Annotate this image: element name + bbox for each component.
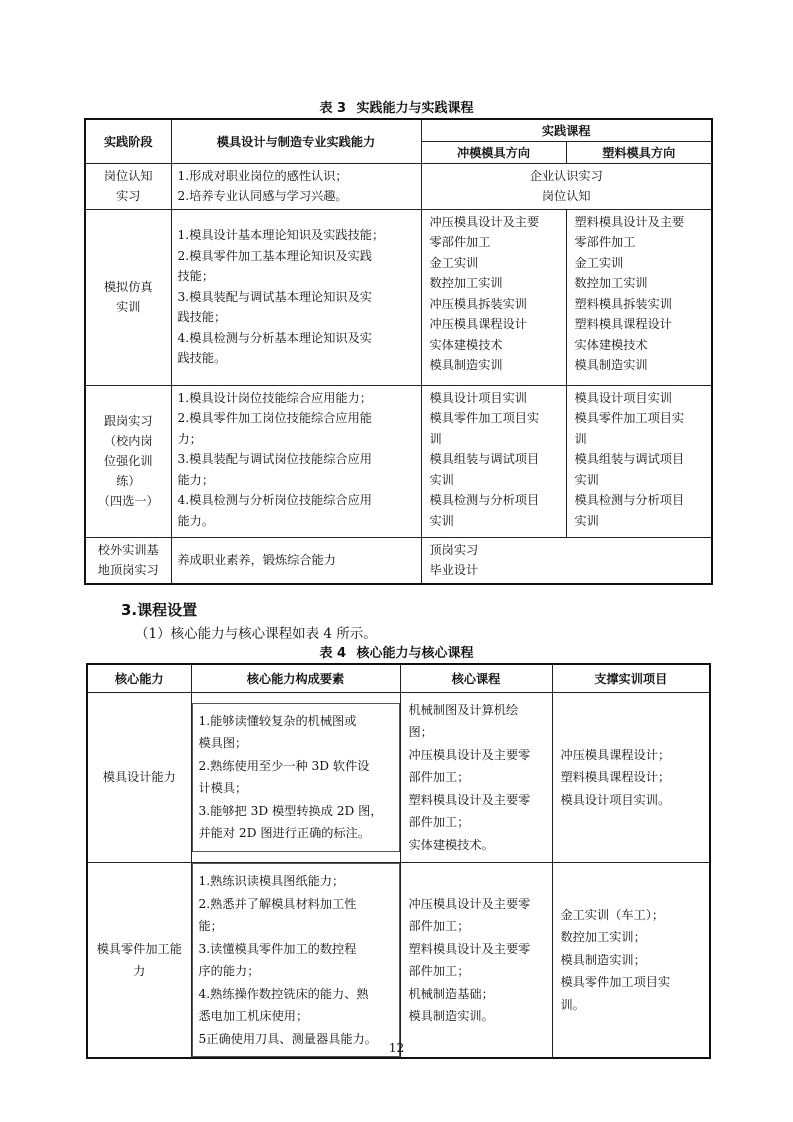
t3-text: 模具零件加工项目实 <box>574 411 685 425</box>
t4-text: 冲压模具课程设计； <box>560 747 671 762</box>
table-row <box>85 537 712 584</box>
t4-text: 模具图； <box>198 736 248 751</box>
t3-text: 3.模具装配与调试基本理论知识及实 <box>177 289 372 304</box>
table3-caption <box>0 97 793 116</box>
t4-text: 2.熟悉并了解模具材料加工性 <box>198 896 357 911</box>
t4-projects-cell <box>552 863 710 1059</box>
t3-text: 养成职业素养，锻炼综合能力 <box>177 552 336 567</box>
t4-text: 机械制图及计算机绘 <box>408 702 519 717</box>
t4-text: 3.读懂模具零件加工的数控程 <box>198 941 357 956</box>
t4-courses-cell <box>400 863 552 1059</box>
t4-elements-cell <box>191 692 400 863</box>
t3-stamping-cell <box>421 209 566 385</box>
t4-text: 模具制造实训。 <box>408 1009 494 1023</box>
t4-text: 悉电加工机床使用； <box>198 1009 309 1023</box>
t3-text: 校外实训基 <box>97 543 159 557</box>
t3-text: 模具零件加工项目实 <box>429 411 540 425</box>
t3-text: 模拟仿真 <box>103 280 153 294</box>
t3-text: 塑料模具设计及主要 <box>574 214 685 229</box>
t3-text: 模具检测与分析项目 <box>574 493 685 507</box>
t3-text: 4.模具检测与分析岗位技能综合应用 <box>177 493 372 507</box>
t3-text: 2.培养专业认同感与学习兴趣。 <box>177 189 348 203</box>
t3-text: 4.模具检测与分析基本理论知识及实 <box>177 330 372 345</box>
table4-caption-title: 核心能力与核心课程 <box>356 646 474 661</box>
t4-text: 1.熟练识读模具图纸能力； <box>198 874 345 888</box>
t3-text: 冲压模具课程设计 <box>429 317 527 331</box>
t3-text: 2.模具零件加工岗位技能综合应用能 <box>177 411 372 425</box>
t3-text: 力； <box>177 431 202 446</box>
t4-header-core-courses: 核心课程 <box>400 664 552 692</box>
t3-stage-cell <box>85 163 171 209</box>
t3-text: （四选一） <box>97 494 159 508</box>
t3-text: 技能； <box>177 269 215 284</box>
t3-text: 数控加工实训 <box>429 276 503 290</box>
t3-text: 位强化训 <box>103 454 153 468</box>
t3-merged-course-cell <box>421 163 712 209</box>
t4-text: 4.熟练操作数控铣床的能力、熟 <box>198 986 369 1001</box>
t3-text: 训 <box>429 431 442 446</box>
t3-text: 零部件加工 <box>429 235 491 249</box>
t3-header-ability: 模具设计与制造专业实践能力 <box>171 119 421 163</box>
t3-text: 实训 <box>574 472 599 487</box>
t4-text: 冲压模具设计及主要零 <box>408 896 531 911</box>
t4-text: 图； <box>408 725 433 739</box>
t3-text: 模具检测与分析项目 <box>429 493 540 507</box>
t4-text: 计模具； <box>198 781 248 796</box>
t3-text: 顶岗实习 <box>429 542 479 557</box>
t4-header-elements: 核心能力构成要素 <box>191 664 400 692</box>
table-row <box>85 209 712 385</box>
t3-text: 数控加工实训 <box>574 276 648 290</box>
t3-text: 跟岗实习 <box>103 414 153 428</box>
t3-merged-course-cell <box>421 537 712 584</box>
t4-text: 部件加工； <box>408 815 470 829</box>
t3-text: 地顶岗实习 <box>97 563 159 577</box>
t3-text: 练） <box>116 474 141 488</box>
t3-ability-cell <box>171 537 421 584</box>
table-row <box>87 692 710 863</box>
t3-text: 1.模具设计岗位技能综合应用能力； <box>177 390 372 405</box>
t3-stage-cell <box>85 537 171 584</box>
t3-text: 模具制造实训 <box>429 358 503 372</box>
t4-text: 实体建模技术。 <box>408 837 494 852</box>
t3-text: 岗位认知 <box>103 169 153 183</box>
t3-text: 实训 <box>574 513 599 528</box>
table-row <box>85 385 712 537</box>
t3-text: 1.形成对职业岗位的感性认识； <box>177 168 348 183</box>
t4-text: 机械制造基础； <box>408 986 494 1001</box>
t3-text: （校内岗 <box>103 434 153 448</box>
table-row <box>87 863 710 1059</box>
t4-text: 数控加工实训； <box>560 930 646 945</box>
t4-header-projects: 支撑实训项目 <box>552 664 710 692</box>
t4-text: 1.能够读懂较复杂的机械图或 <box>198 713 357 728</box>
t3-header-plastic: 塑料模具方向 <box>566 141 712 163</box>
t3-text: 3.模具装配与调试岗位技能综合应用 <box>177 452 372 466</box>
table-row <box>85 163 712 209</box>
t4-elements-cell <box>191 863 400 1059</box>
table3-caption-title: 实践能力与实践课程 <box>356 101 474 116</box>
table4-caption-label: 表 4 <box>319 646 347 661</box>
table3 <box>84 118 713 585</box>
t4-header-core-ability: 核心能力 <box>87 664 191 692</box>
t3-text: 能力。 <box>177 513 215 528</box>
t4-text: 塑料模具课程设计； <box>560 770 671 784</box>
t3-plastic-cell <box>566 385 712 537</box>
t4-text: 模具零件加工项目实 <box>560 975 671 990</box>
t3-header-courses: 实践课程 <box>421 119 712 141</box>
t3-text: 模具制造实训 <box>574 358 648 372</box>
t3-text: 岗位认知 <box>541 189 591 203</box>
t4-text: 3.能够把 3D 模型转换成 2D 图， <box>198 803 383 818</box>
t4-ability-cell: 模具零件加工能力 <box>87 863 191 1059</box>
t4-text: 塑料模具设计及主要零 <box>408 941 531 956</box>
t3-ability-cell <box>171 209 421 385</box>
t4-text: 能； <box>198 919 223 933</box>
t3-ability-cell <box>171 385 421 537</box>
t4-text: 并能对 2D 图进行正确的标注。 <box>198 826 371 841</box>
t3-text: 企业认识实习 <box>529 168 603 183</box>
t3-text: 模具设计项目实训 <box>574 390 672 405</box>
t4-elements-box <box>192 703 400 852</box>
t4-text: 塑料模具设计及主要零 <box>408 792 531 807</box>
t4-text: 2.熟练使用至少一种 3D 软件设 <box>198 758 370 773</box>
t3-text: 零部件加工 <box>574 235 636 249</box>
t3-text: 冲压模具拆装实训 <box>429 296 527 311</box>
t4-ability-cell: 模具设计能力 <box>87 692 191 863</box>
table4 <box>86 663 711 1059</box>
t3-text: 塑料模具课程设计 <box>574 317 672 331</box>
t3-stage-cell <box>85 209 171 385</box>
t3-stamping-cell <box>421 385 566 537</box>
t3-text: 金工实训 <box>574 255 624 270</box>
t4-elements-box <box>192 863 400 1057</box>
table3-caption-label: 表 3 <box>319 101 347 116</box>
t3-text: 塑料模具拆装实训 <box>574 296 672 311</box>
t3-ability-cell <box>171 163 421 209</box>
t4-text: 序的能力； <box>198 964 260 978</box>
t3-header-stage: 实践阶段 <box>85 119 171 163</box>
t3-text: 实训 <box>116 300 141 314</box>
t3-text: 能力； <box>177 472 215 487</box>
t3-text: 模具组装与调试项目 <box>429 452 540 466</box>
page-number: 12 <box>388 1041 405 1055</box>
t3-text: 实体建模技术 <box>574 337 648 352</box>
t4-text: 部件加工； <box>408 964 470 978</box>
t3-text: 实体建模技术 <box>429 337 503 352</box>
t3-text: 冲压模具设计及主要 <box>429 214 540 229</box>
t4-text: 5正确使用刀具、测量器具能力。 <box>198 1031 377 1046</box>
t4-text: 部件加工； <box>408 770 470 784</box>
t3-header-stamping: 冲模模具方向 <box>421 141 566 163</box>
table4-caption <box>0 642 793 661</box>
t3-text: 2.模具零件加工基本理论知识及实践 <box>177 248 372 263</box>
t4-text: 模具制造实训； <box>560 952 646 967</box>
t3-text: 1.模具设计基本理论知识及实践技能； <box>177 228 385 243</box>
t4-projects-cell <box>552 692 710 863</box>
t3-text: 金工实训 <box>429 255 479 270</box>
t3-text: 践技能； <box>177 310 227 325</box>
t3-text: 毕业设计 <box>429 563 479 577</box>
t4-text: 模具设计项目实训。 <box>560 792 671 807</box>
t3-plastic-cell <box>566 209 712 385</box>
t4-courses-cell <box>400 692 552 863</box>
section-paragraph: （1）核心能力与核心课程如表 4 所示。 <box>135 626 377 642</box>
t4-text: 训。 <box>560 997 585 1012</box>
t3-text: 实训 <box>429 513 454 528</box>
t4-text: 部件加工； <box>408 919 470 933</box>
t3-text: 模具设计项目实训 <box>429 390 527 405</box>
section-title: 3.课程设置 <box>121 601 198 619</box>
t3-text: 践技能。 <box>177 351 227 366</box>
t3-text: 实训 <box>429 472 454 487</box>
t3-text: 训 <box>574 431 587 446</box>
t4-text: 冲压模具设计及主要零 <box>408 747 531 762</box>
t3-stage-cell <box>85 385 171 537</box>
t3-text: 实习 <box>116 189 141 203</box>
t4-text: 金工实训（车工）； <box>560 907 665 922</box>
t3-text: 模具组装与调试项目 <box>574 452 685 466</box>
